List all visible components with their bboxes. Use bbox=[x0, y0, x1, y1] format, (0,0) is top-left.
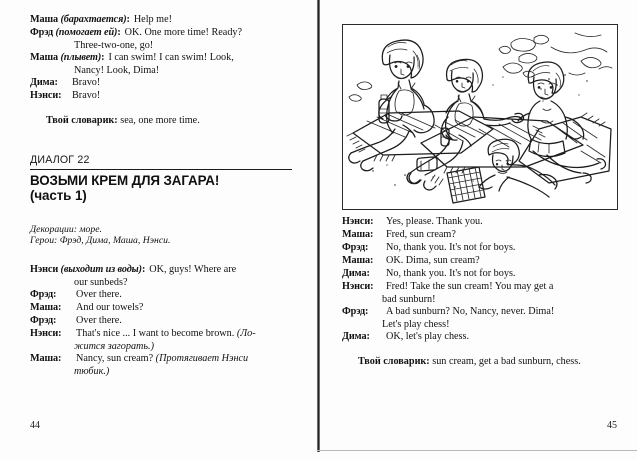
vocabulary-label: Твой словарик: bbox=[358, 355, 430, 367]
vocabulary-block bbox=[30, 115, 292, 128]
dialogue-line bbox=[342, 255, 610, 268]
dialogue-line bbox=[342, 281, 610, 294]
speaker-name: Нэнси: bbox=[30, 328, 62, 340]
dialogue-line bbox=[30, 353, 292, 366]
speech-text: And our towels? bbox=[76, 302, 144, 314]
speech-continuation: Let's play chess! bbox=[382, 318, 450, 330]
dialogue-title bbox=[30, 173, 292, 204]
dialogue-line bbox=[30, 14, 292, 27]
speech-text: A bad sunburn? No, Nancy, never. Dima! bbox=[386, 306, 555, 318]
stage-direction: (плывет) bbox=[60, 52, 102, 64]
dialogue-line bbox=[30, 77, 292, 90]
dialogue-line bbox=[342, 229, 610, 242]
speaker-name: Маша: bbox=[342, 254, 374, 266]
chess-board-icon bbox=[447, 167, 485, 203]
speech-text: Yes, please. Thank you. bbox=[386, 216, 483, 227]
speaker-name: Маша: bbox=[30, 353, 62, 365]
speech-text: Help me! bbox=[133, 14, 173, 25]
speaker-name: Нэнси: bbox=[30, 90, 62, 102]
dialogue-line bbox=[30, 315, 292, 328]
page-right bbox=[320, 0, 637, 460]
speaker-name: Фрэд: bbox=[342, 306, 369, 318]
speech-text: OK. Dima, sun cream? bbox=[386, 254, 480, 266]
speaker-name: Нэнси: bbox=[342, 280, 374, 292]
dialogue-line bbox=[30, 27, 292, 40]
speech-text: Bravo! bbox=[72, 77, 101, 89]
dialogue-line bbox=[30, 52, 292, 65]
speaker-name: Нэнси: bbox=[342, 216, 374, 227]
stage-direction: (Ло- bbox=[236, 328, 256, 340]
dialogue-line bbox=[342, 331, 610, 344]
heading-rule bbox=[30, 169, 292, 170]
speech-text: I can swim! I can swim! Look, bbox=[108, 52, 234, 64]
dialogue-line bbox=[30, 289, 292, 302]
stage-direction: (Протягивает Нэнси bbox=[155, 353, 249, 365]
page-left-content bbox=[30, 14, 292, 379]
speech-continuation: our sunbeds? bbox=[74, 276, 128, 288]
speaker-name: Фрэд (помогает ей): bbox=[30, 26, 121, 38]
dialogue-block bbox=[342, 216, 610, 368]
page-right-content bbox=[342, 216, 610, 368]
stage-direction: (выходит из воды) bbox=[60, 264, 142, 275]
beach-scene-illustration bbox=[342, 24, 618, 210]
speech-text: OK. One more time! Ready? bbox=[124, 26, 243, 38]
page-left bbox=[0, 0, 317, 460]
speech-continuation: Three-two-one, go! bbox=[74, 39, 154, 51]
speech-text: Fred! Take the sun cream! You may get a bbox=[386, 280, 554, 292]
vocabulary-words: sun cream, get a bad sunburn, chess. bbox=[429, 355, 581, 367]
dialogue-line bbox=[342, 306, 610, 319]
dialogue-line bbox=[342, 216, 610, 229]
speech-continuation: жится загорать.) bbox=[74, 340, 154, 352]
dialogue-tail-block bbox=[30, 14, 292, 128]
speaker-name: Маша (барахтается): bbox=[30, 14, 130, 25]
dialogue-line bbox=[342, 268, 610, 281]
speaker-name: Нэнси (выходит из воды): bbox=[30, 264, 146, 275]
speaker-name: Фрэд: bbox=[342, 241, 369, 253]
stage-direction: (помогает ей) bbox=[55, 26, 118, 38]
speaker-name: Маша (плывет): bbox=[30, 52, 105, 64]
dialogue-line bbox=[30, 328, 292, 341]
speaker-name: Дима: bbox=[30, 77, 58, 89]
speech-text: That's nice ... I want to become brown. (Ло- bbox=[76, 328, 256, 340]
page-number-left: 44 bbox=[30, 420, 40, 431]
page-number-right: 45 bbox=[607, 420, 617, 431]
scenery-note: Декорации: море. bbox=[30, 223, 102, 235]
characters-note: Герои: Фрэд, Дима, Маша, Нэнси. bbox=[30, 235, 171, 247]
speech-text: OK, let's play chess. bbox=[386, 331, 470, 343]
dialogue-line bbox=[342, 242, 610, 255]
sand-items-icon bbox=[409, 157, 443, 185]
vocabulary-block bbox=[342, 356, 610, 369]
dialogue-block bbox=[30, 264, 292, 379]
speech-continuation: bad sunburn! bbox=[382, 293, 436, 305]
dialogue-line bbox=[30, 90, 292, 103]
speech-continuation: тюбик.) bbox=[74, 365, 110, 377]
dialogue-title-line2: (часть 1) bbox=[30, 188, 87, 204]
speech-continuation: Nancy! Look, Dima! bbox=[74, 64, 160, 76]
scene-meta bbox=[30, 224, 292, 247]
stage-direction: (барахтается) bbox=[60, 14, 127, 25]
speaker-name: Маша: bbox=[30, 302, 62, 314]
dialogue-heading bbox=[30, 154, 292, 204]
dialogue-title-line1: ВОЗЬМИ КРЕМ ДЛЯ ЗАГАРА! bbox=[30, 172, 220, 188]
speaker-name: Дима: bbox=[342, 331, 370, 343]
speech-text: Fred, sun cream? bbox=[386, 228, 456, 240]
sunbed-mat-icon bbox=[353, 111, 611, 183]
vocabulary-label: Твой словарик: bbox=[46, 114, 118, 126]
speech-text: OK, guys! Where are bbox=[149, 264, 237, 275]
speaker-name: Фрэд: bbox=[30, 289, 57, 301]
speaker-name: Фрэд: bbox=[30, 315, 57, 327]
speaker-name: Дима: bbox=[342, 267, 370, 279]
vocabulary-words: sea, one more time. bbox=[117, 114, 200, 126]
speaker-name: Маша: bbox=[342, 228, 374, 240]
speech-text: Bravo! bbox=[72, 90, 101, 102]
dialogue-line bbox=[30, 264, 292, 277]
speech-text: Over there. bbox=[76, 289, 122, 301]
dialogue-kicker: ДИАЛОГ 22 bbox=[30, 153, 90, 166]
speech-text: No, thank you. It's not for boys. bbox=[386, 267, 516, 279]
speech-text: Over there. bbox=[76, 315, 122, 327]
character-dima-icon bbox=[479, 139, 557, 197]
speech-text: No, thank you. It's not for boys. bbox=[386, 241, 516, 253]
dialogue-line bbox=[30, 302, 292, 315]
speech-text: Nancy, sun cream? (Протягивает Нэнси bbox=[76, 353, 249, 365]
